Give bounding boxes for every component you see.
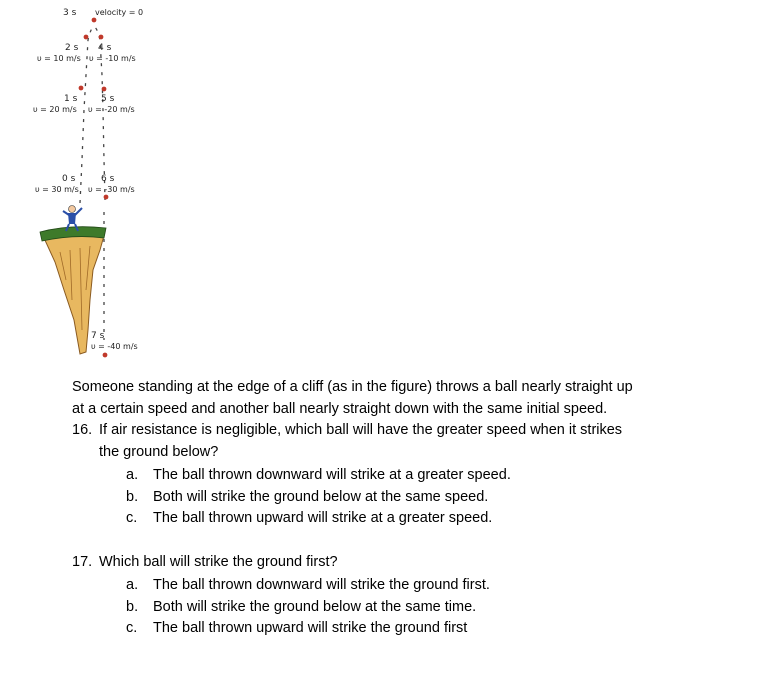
answer-option[interactable] <box>126 575 642 597</box>
cliff-ball-figure <box>0 0 200 370</box>
answer-letter: b. <box>126 598 139 615</box>
answer-option[interactable] <box>126 597 642 619</box>
ball-4s <box>99 35 104 40</box>
intro-paragraph: Someone standing at the edge of a cliff (as in the figure) throws a ball nearly straight up at a certain speed and another ball nearly straight down with the same initial speed. <box>72 379 633 417</box>
ball-1s <box>79 86 84 91</box>
label-time-7s: 7 s <box>91 331 105 341</box>
answer-letter: a. <box>126 577 139 593</box>
question-text: If air resistance is negligible, which ball will have the greater speed when it strikes the ground below? <box>99 422 623 460</box>
answer-letter: c. <box>126 510 138 526</box>
answer-text: Both will strike the ground below at the same speed. <box>153 488 489 505</box>
answer-letter: b. <box>126 488 139 505</box>
question-number: 16. <box>72 422 93 438</box>
label-time-1s: 1 s <box>64 94 78 104</box>
answer-text: Both will strike the ground below at the same time. <box>153 598 477 615</box>
question-text: Which ball will strike the ground first? <box>99 553 338 570</box>
label-time-6s: 6 s <box>101 174 115 184</box>
ball-6s <box>104 195 109 200</box>
answer-text: The ball thrown upward will strike the ground first <box>153 620 468 636</box>
label-time-5s: 5 s <box>101 94 115 104</box>
label-time-2s: 2 s <box>65 43 79 53</box>
label-time-3s: 3 s <box>63 8 77 18</box>
label-time-0s: 0 s <box>62 174 76 184</box>
ball-2s <box>84 35 89 40</box>
label-velocity-4s: υ = -10 m/s <box>89 54 136 63</box>
answer-text: The ball thrown downward will strike the ground first. <box>153 577 490 593</box>
answer-text: The ball thrown upward will strike at a greater speed. <box>153 510 493 526</box>
answer-letter: a. <box>126 467 139 483</box>
answer-option[interactable] <box>126 487 642 509</box>
answer-list <box>72 575 642 640</box>
label-velocity-5s: υ = -20 m/s <box>88 105 135 114</box>
ball-5s <box>102 87 107 92</box>
label-velocity-3s: velocity = 0 <box>95 8 144 17</box>
answer-text: The ball thrown downward will strike at a greater speed. <box>153 467 511 483</box>
problem-text <box>72 377 642 640</box>
ball-3s <box>92 18 97 23</box>
label-velocity-2s: υ = 10 m/s <box>37 54 81 63</box>
answer-option[interactable] <box>126 508 642 530</box>
label-velocity-7s: υ = -40 m/s <box>91 342 138 351</box>
label-velocity-0s: υ = 30 m/s <box>35 185 79 194</box>
answer-option[interactable] <box>126 465 642 487</box>
ball-7s <box>103 353 108 358</box>
question-number: 17. <box>72 553 93 570</box>
label-velocity-1s: υ = 20 m/s <box>33 105 77 114</box>
question-17 <box>72 552 642 640</box>
label-velocity-6s: υ = -30 m/s <box>88 185 135 194</box>
answer-option[interactable] <box>126 618 642 640</box>
answer-letter: c. <box>126 620 138 636</box>
label-time-4s: 4 s <box>98 43 112 53</box>
question-16 <box>72 420 642 530</box>
answer-list <box>72 465 642 530</box>
spacer <box>72 530 642 552</box>
